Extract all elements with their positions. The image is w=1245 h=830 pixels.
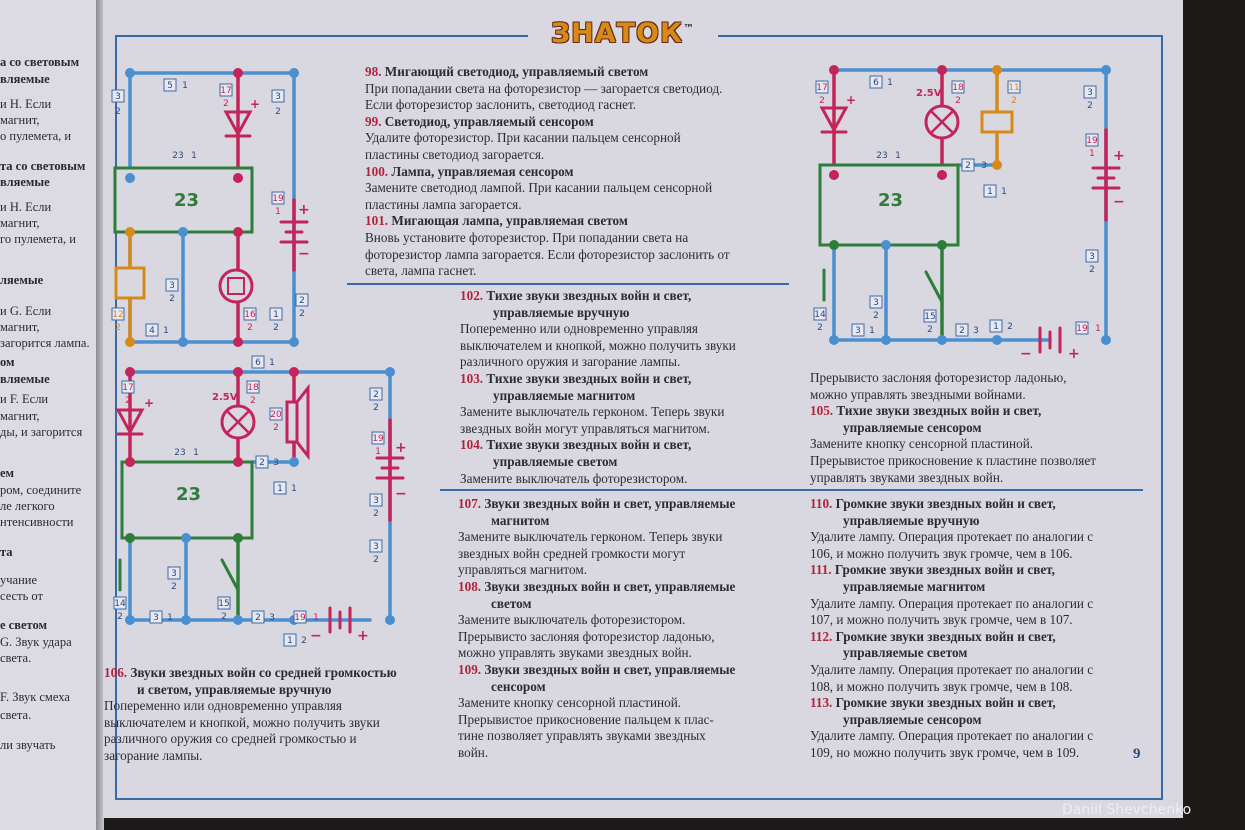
svg-text:2: 2	[373, 403, 379, 413]
svg-text:18: 18	[952, 83, 964, 93]
svg-text:2: 2	[125, 396, 131, 406]
left-page-line: вляемые	[0, 175, 50, 189]
left-page-line: и H. Если	[0, 200, 52, 214]
c2-bottom-minus: −	[310, 628, 322, 644]
svg-text:3: 3	[273, 458, 279, 468]
experiment-106	[104, 665, 397, 765]
svg-text:1: 1	[1095, 324, 1101, 334]
svg-text:2: 2	[169, 294, 175, 304]
heading-106-cont: и светом, управляемые вручную	[137, 681, 332, 697]
c2-badge-top	[252, 356, 275, 368]
c1-led-plus: +	[250, 97, 261, 111]
left-page-line: магнит,	[0, 409, 40, 423]
text-line: различного оружия со средней громкостью и	[104, 731, 357, 747]
c3-badge-led	[816, 81, 828, 106]
svg-text:1: 1	[269, 358, 275, 368]
c2-badge-b31	[150, 611, 173, 623]
text-line: Удалите фоторезистор. При касании пальцем сенсорной	[365, 130, 681, 146]
text-line: Замените кнопку сенсорной пластиной.	[810, 436, 1034, 452]
text-line: Прерывисто заслоняя фоторезистор ладонью,	[458, 628, 715, 644]
svg-text:2: 2	[965, 161, 971, 171]
text-line: Прерывисто заслоняя фоторезистор ладонью,	[810, 370, 1067, 385]
c1-badge-mid	[272, 90, 284, 117]
c3-led-plus: +	[846, 93, 857, 107]
heading-99: 99. Светодиод, управляемый сенсором	[365, 113, 594, 129]
divider-top	[347, 283, 789, 285]
svg-text:3: 3	[373, 542, 379, 552]
svg-text:1: 1	[275, 207, 281, 217]
svg-text:14: 14	[114, 599, 126, 609]
svg-text:15: 15	[218, 599, 230, 609]
c3-badge-mod	[876, 151, 901, 161]
circuit-105	[820, 70, 1119, 352]
c3-badge-batt	[1086, 134, 1098, 159]
left-page-line: ом	[0, 355, 15, 369]
c2-badge-r2	[370, 494, 382, 519]
svg-text:23: 23	[174, 448, 186, 458]
svg-text:2: 2	[171, 582, 177, 592]
svg-text:2: 2	[223, 99, 229, 109]
c2-voltage: 2.5V	[212, 392, 238, 403]
text-line: При попадании света на фоторезистор — загорается светодиод.	[365, 80, 723, 96]
svg-text:2: 2	[819, 96, 825, 106]
heading-106: 106. Звуки звездных войн со средней громкостью	[104, 665, 397, 680]
left-page-line: и F. Если	[0, 392, 49, 406]
c1-badge-left	[112, 90, 124, 117]
svg-text:3: 3	[269, 613, 275, 623]
left-page-line: ли звучать	[0, 738, 56, 752]
heading-110-cont: управляемые вручную	[843, 512, 980, 528]
text-line: звездных войн средней громкости могут	[458, 545, 686, 561]
svg-text:3: 3	[1087, 88, 1093, 98]
svg-text:19: 19	[294, 613, 306, 623]
svg-text:19: 19	[372, 434, 384, 444]
svg-text:17: 17	[122, 383, 134, 393]
svg-text:2: 2	[115, 323, 121, 333]
svg-text:18: 18	[247, 383, 259, 393]
heading-108: 108. Звуки звездных войн и свет, управляемые	[458, 578, 736, 594]
svg-text:3: 3	[973, 326, 979, 336]
c3-voltage: 2.5V	[916, 88, 942, 99]
svg-text:3: 3	[171, 569, 177, 579]
c2-badge-r1	[370, 388, 382, 413]
svg-text:15: 15	[924, 312, 936, 322]
text-line: можно управлять звездными войнами.	[810, 386, 1026, 402]
c2-badge-batt	[372, 432, 384, 457]
c3-badge-r1	[1084, 86, 1096, 111]
experiments-98-101	[365, 64, 730, 280]
c1-badge-cap	[112, 308, 124, 333]
c1-badge-bl1	[146, 324, 169, 336]
c1-badge-cap2	[166, 279, 178, 304]
svg-text:2: 2	[373, 555, 379, 565]
c3-badge-lamp	[952, 81, 964, 106]
text-line: света, лампа гаснет.	[365, 263, 477, 279]
c3-badge-mid	[870, 296, 882, 321]
c2-led-plus: +	[144, 396, 155, 410]
c2-badge-led	[122, 381, 134, 406]
left-page-line: магнит,	[0, 216, 40, 230]
photo-credit: Daniil Shevchenko	[1062, 802, 1192, 818]
heading-105-cont: управляемые сенсором	[843, 419, 982, 435]
heading-104-cont: управляемые светом	[493, 453, 618, 469]
heading-100: 100. Лампа, управляемая сенсором	[365, 163, 574, 179]
svg-text:1: 1	[1089, 149, 1095, 159]
svg-text:1: 1	[291, 484, 297, 494]
c3-badge-b19	[1076, 322, 1101, 334]
c2-badge-b23	[252, 611, 275, 623]
c2-badge-23	[256, 456, 279, 468]
svg-text:19: 19	[272, 194, 284, 204]
left-page-line: ром, соедините	[0, 483, 82, 497]
svg-text:1: 1	[895, 151, 901, 161]
svg-text:2: 2	[250, 396, 256, 406]
left-page-line: и H. Если	[0, 97, 52, 111]
c3-badge-btn	[814, 308, 826, 333]
c1-badge-mod	[172, 151, 197, 161]
heading-113-cont: управляемые сенсором	[843, 711, 982, 727]
text-line: различного оружия и загорание лампы.	[460, 354, 681, 370]
svg-text:1: 1	[167, 613, 173, 623]
text-line: можно управлять звуками звездных войн.	[458, 645, 692, 661]
heading-107: 107. Звуки звездных войн и свет, управляемые	[458, 496, 736, 511]
svg-text:3: 3	[1089, 252, 1095, 262]
left-page-line: загорится лампа.	[0, 336, 90, 350]
svg-text:2: 2	[927, 325, 933, 335]
text-line: выключателем и кнопкой, можно получить звуки	[104, 714, 380, 730]
svg-text:2: 2	[275, 107, 281, 117]
svg-text:2: 2	[1011, 96, 1017, 106]
c2-badge-b19	[294, 611, 319, 623]
page-number: 9	[1133, 746, 1141, 762]
c1-badge-led	[220, 84, 232, 109]
svg-text:1: 1	[869, 326, 875, 336]
left-page-line: вляемые	[0, 72, 50, 86]
text-line: тине позволяет управлять звуками звездных	[458, 728, 706, 744]
text-line: Замените светодиод лампой. При касании пальцем сенсорной	[365, 180, 713, 196]
svg-text:2: 2	[273, 323, 279, 333]
svg-text:2: 2	[1007, 322, 1013, 332]
svg-text:1: 1	[277, 484, 283, 494]
text-line: Попеременно или одновременно управляя	[104, 698, 342, 714]
c2-module-label: 23	[176, 484, 202, 505]
svg-text:17: 17	[816, 83, 828, 93]
znatok-logo: ЗНАТОК™	[528, 18, 718, 52]
svg-text:2: 2	[259, 458, 265, 468]
svg-text:2: 2	[817, 323, 823, 333]
c1-batt-minus: −	[298, 246, 310, 262]
left-page-line: нтенсивности	[0, 515, 74, 529]
heading-112: 112. Громкие звуки звездных войн и свет,	[810, 628, 1056, 644]
svg-text:19: 19	[1076, 324, 1088, 334]
svg-text:2: 2	[955, 96, 961, 106]
left-page-line: сесть от	[0, 589, 43, 603]
c3-badge-cap	[1008, 81, 1020, 106]
heading-107-cont: магнитом	[491, 512, 550, 528]
c2-bottom-plus: +	[357, 628, 369, 644]
heading-110: 110. Громкие звуки звездных войн и свет,	[810, 496, 1056, 511]
text-line: 108, и можно получить звук громче, чем в 108.	[810, 678, 1073, 694]
heading-103: 103. Тихие звуки звездных войн и свет,	[460, 370, 692, 386]
experiments-102-104	[460, 288, 736, 487]
heading-113: 113. Громкие звуки звездных войн и свет,	[810, 695, 1056, 711]
svg-text:1: 1	[1001, 187, 1007, 197]
left-page-line: ды, и загорится	[0, 425, 83, 439]
c2-badge-mid	[168, 567, 180, 592]
svg-text:2: 2	[247, 323, 253, 333]
heading-102-cont: управляемые вручную	[493, 304, 630, 320]
text-line: Удалите лампу. Операция протекает по аналогии с	[810, 529, 1094, 545]
svg-text:1: 1	[191, 151, 197, 161]
text-line: Прерывистое прикосновение пальцем к плас-	[458, 711, 714, 727]
text-line: фоторезистор лампа загорается. Если фоторезистор заслонить от	[365, 246, 730, 262]
svg-text:3: 3	[981, 161, 987, 171]
heading-111: 111. Громкие звуки звездных войн и свет,	[810, 562, 1055, 578]
text-line: Замените выключатель фоторезистором.	[458, 612, 686, 628]
svg-text:2: 2	[301, 636, 307, 646]
c3-badge-sw	[924, 310, 936, 335]
experiments-107-109	[458, 496, 735, 762]
svg-text:2: 2	[273, 423, 279, 433]
c1-badge-photo	[244, 308, 256, 333]
text-line: управлять звуками звездных войн.	[810, 469, 1004, 485]
left-page-line: магнит,	[0, 113, 40, 127]
left-page-line: F. Звук смеха	[0, 690, 70, 704]
c3-module-label: 23	[878, 190, 904, 211]
svg-text:2: 2	[299, 309, 305, 319]
heading-101: 101. Мигающая лампа, управляемая светом	[365, 213, 628, 229]
text-line: 109, но можно получить звук громче, чем в 109.	[810, 744, 1080, 760]
c3-badge-11	[984, 185, 1007, 197]
text-line: Если фоторезистор заслонить, светодиод гаснет.	[365, 97, 637, 113]
svg-text:12: 12	[112, 310, 124, 320]
c2-badge-spk	[270, 408, 282, 433]
c3-badge-b12	[990, 320, 1013, 332]
heading-109: 109. Звуки звездных войн и свет, управляемые	[458, 661, 736, 677]
svg-text:3: 3	[275, 92, 281, 102]
svg-text:1: 1	[182, 81, 188, 91]
heading-112-cont: управляемые светом	[843, 645, 968, 661]
text-line: Замените выключатель герконом. Теперь звуки	[460, 404, 725, 420]
svg-text:11: 11	[1008, 83, 1020, 93]
svg-text:2: 2	[873, 311, 879, 321]
c2-badge-11	[274, 482, 297, 494]
left-page-line: а со световым	[0, 55, 80, 69]
svg-text:1: 1	[993, 322, 999, 332]
text-line: Удалите лампу. Операция протекает по аналогии с	[810, 728, 1094, 744]
heading-104: 104. Тихие звуки звездных войн и свет,	[460, 437, 692, 453]
svg-text:3: 3	[873, 298, 879, 308]
text-line: Замените выключатель герконом. Теперь звуки	[458, 529, 723, 545]
c2-badge-mod	[174, 448, 199, 458]
text-line: пластины лампа загорается.	[365, 196, 522, 212]
left-page-line: света.	[0, 708, 32, 722]
c3-badge-b23	[956, 324, 979, 336]
c3-batt-plus: +	[1113, 148, 1125, 164]
c1-batt-plus: +	[298, 202, 310, 218]
svg-text:2: 2	[117, 612, 123, 622]
left-page-line: магнит,	[0, 320, 40, 334]
svg-text:2: 2	[221, 612, 227, 622]
svg-text:2: 2	[299, 296, 305, 306]
svg-text:2: 2	[115, 107, 121, 117]
svg-text:1: 1	[375, 447, 381, 457]
text-line: пластины светодиод загорается.	[365, 146, 545, 162]
text-line: загорание лампы.	[104, 747, 203, 763]
c1-badge-batt	[272, 192, 284, 217]
text-line: Удалите лампу. Операция протекает по аналогии с	[810, 595, 1094, 611]
c3-batt-minus: −	[1113, 194, 1125, 210]
c2-badge-b12	[284, 634, 307, 646]
c3-badge-23	[962, 159, 987, 171]
text-line: звездных войн могут управляться магнитом.	[460, 420, 711, 436]
text-line: Удалите лампу. Операция протекает по аналогии с	[810, 661, 1094, 677]
svg-text:2: 2	[373, 509, 379, 519]
c2-batt-plus: +	[395, 440, 407, 456]
left-page-line: е светом	[0, 618, 48, 632]
heading-102: 102. Тихие звуки звездных войн и свет,	[460, 288, 692, 303]
c3-bottom-minus: −	[1020, 346, 1032, 362]
heading-111-cont: управляемые магнитом	[843, 578, 986, 594]
text-line: Прерывистое прикосновение к пластине позволяет	[810, 452, 1096, 468]
left-page-line: света.	[0, 651, 32, 665]
svg-text:20: 20	[270, 410, 282, 420]
c2-badge-r3	[370, 540, 382, 565]
svg-text:1: 1	[273, 310, 279, 320]
svg-text:16: 16	[244, 310, 256, 320]
c3-badge-b31	[852, 324, 875, 336]
svg-text:23: 23	[172, 151, 184, 161]
left-page-line: та	[0, 545, 13, 559]
experiments-110-113	[810, 496, 1093, 762]
c1-module-label: 23	[174, 190, 200, 211]
circuit-106	[118, 372, 403, 632]
svg-text:1: 1	[887, 78, 893, 88]
left-page-line: учание	[0, 573, 38, 587]
left-page-line: вляемые	[0, 372, 50, 386]
svg-text:2: 2	[373, 390, 379, 400]
svg-text:2: 2	[255, 613, 261, 623]
svg-text:19: 19	[1086, 136, 1098, 146]
c3-badge-r2	[1086, 250, 1098, 275]
svg-text:2: 2	[959, 326, 965, 336]
text-line: управляться магнитом.	[458, 562, 587, 578]
heading-98: 98. Мигающий светодиод, управляемый светом	[365, 64, 649, 79]
svg-text:3: 3	[153, 613, 159, 623]
left-page-line: G. Звук удара	[0, 635, 72, 649]
svg-text:4: 4	[149, 326, 155, 336]
svg-text:1: 1	[193, 448, 199, 458]
left-page-line: ем	[0, 466, 15, 480]
c2-batt-minus: −	[395, 486, 407, 502]
text-line: Замените выключатель фоторезистором.	[460, 470, 688, 486]
svg-text:3: 3	[169, 281, 175, 291]
left-page-line: ле легкого	[0, 499, 55, 513]
c1-badge-b1	[270, 308, 282, 333]
left-page-line: го пулемета, и	[0, 232, 76, 246]
text-line: 107, и можно получить звук громче, чем в 107.	[810, 612, 1073, 628]
svg-text:1: 1	[163, 326, 169, 336]
svg-text:6: 6	[255, 358, 261, 368]
heading-109-cont: сенсором	[491, 678, 546, 694]
text-line: 106, и можно получить звук громче, чем в 106.	[810, 545, 1073, 561]
svg-text:3: 3	[115, 92, 121, 102]
heading-103-cont: управляемые магнитом	[493, 387, 636, 403]
left-page-line: и G. Если	[0, 304, 52, 318]
text-line: выключателем и кнопкой, можно получить звуки	[460, 337, 736, 353]
c3-bottom-plus: +	[1068, 346, 1080, 362]
svg-text:5: 5	[167, 81, 173, 91]
heading-108-cont: светом	[491, 595, 532, 611]
c3-badge-top	[870, 76, 893, 88]
text-line: Вновь установите фоторезистор. При попадании света на	[365, 229, 689, 245]
svg-text:2: 2	[1087, 101, 1093, 111]
svg-text:23: 23	[876, 151, 888, 161]
svg-text:3: 3	[855, 326, 861, 336]
svg-text:14: 14	[814, 310, 826, 320]
divider-middle	[440, 489, 1143, 491]
left-page-line: ляемые	[0, 273, 44, 287]
svg-text:2: 2	[1089, 265, 1095, 275]
svg-text:1: 1	[987, 187, 993, 197]
text-line: Замените кнопку сенсорной пластиной.	[458, 695, 682, 711]
svg-text:3: 3	[373, 496, 379, 506]
c1-badge-top	[164, 79, 188, 91]
c2-badge-lamp	[247, 381, 259, 406]
svg-text:6: 6	[873, 78, 879, 88]
left-page-line: о пулемета, и	[0, 129, 72, 143]
text-line: войн.	[458, 744, 489, 760]
svg-text:1: 1	[287, 636, 293, 646]
left-page-line: та со световым	[0, 159, 86, 173]
c2-badge-btn	[114, 597, 126, 622]
svg-text:1: 1	[313, 613, 319, 623]
text-line: Попеременно или одновременно управляя	[460, 321, 698, 337]
experiment-105	[810, 370, 1096, 486]
svg-text:17: 17	[220, 86, 232, 96]
heading-105: 105. Тихие звуки звездных войн и свет,	[810, 403, 1042, 419]
c1-badge-r1	[296, 294, 308, 319]
